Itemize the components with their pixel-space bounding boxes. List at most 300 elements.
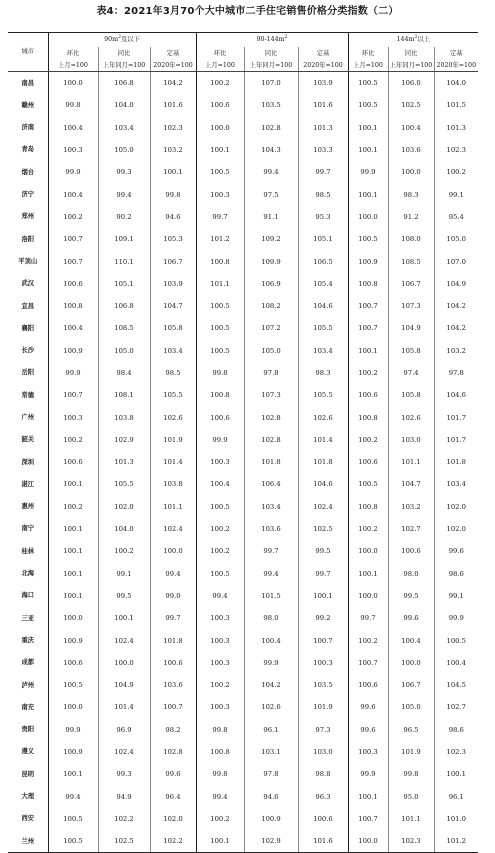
index-value: 100.0 (388, 652, 434, 674)
city-name: 广州 (21, 414, 35, 421)
index-value: 99.4 (48, 786, 98, 808)
index-value: 100.5 (348, 72, 388, 95)
index-value: 101.3 (298, 117, 348, 139)
index-value: 99.9 (48, 362, 98, 384)
index-value: 99.3 (98, 763, 150, 785)
index-value: 102.3 (388, 830, 434, 853)
index-value: 100.5 (196, 317, 244, 339)
index-value: 100.1 (150, 161, 196, 183)
index-value: 97.4 (388, 362, 434, 384)
index-value: 100.2 (434, 161, 478, 183)
index-value: 104.3 (244, 139, 298, 161)
index-value: 107.2 (244, 317, 298, 339)
index-value: 100.7 (48, 250, 98, 272)
index-value: 104.0 (98, 94, 150, 116)
city-name: 海口 (21, 592, 35, 600)
index-value: 102.4 (298, 496, 348, 518)
index-value: 98.6 (434, 719, 478, 741)
index-value: 100.2 (348, 518, 388, 540)
index-value: 100.2 (196, 72, 244, 95)
index-value: 103.5 (298, 674, 348, 696)
index-value: 99.9 (244, 652, 298, 674)
index-value: 100.8 (196, 384, 244, 406)
index-value: 101.9 (298, 696, 348, 718)
index-value: 100.9 (48, 629, 98, 651)
index-value: 101.1 (196, 273, 244, 295)
city-name: 襄阳 (21, 324, 35, 332)
index-value: 99.1 (98, 563, 150, 585)
index-value: 104.9 (98, 674, 150, 696)
index-value: 99.3 (98, 161, 150, 183)
city-name: 重庆 (21, 636, 35, 644)
index-value: 95.3 (298, 206, 348, 228)
index-value: 96.1 (244, 719, 298, 741)
table-row (8, 228, 478, 250)
subheader-yoy: 同比 (98, 47, 150, 60)
index-value: 103.6 (388, 139, 434, 161)
index-value: 105.1 (298, 228, 348, 250)
base-label-last-year: 上年同月=100 (388, 60, 434, 72)
index-value: 102.5 (298, 518, 348, 540)
index-value: 101.8 (434, 451, 478, 473)
index-value: 100.2 (98, 540, 150, 562)
index-value: 104.2 (150, 72, 196, 95)
index-value: 98.4 (98, 362, 150, 384)
index-value: 99.7 (196, 206, 244, 228)
table-row (8, 117, 478, 139)
index-value: 102.6 (388, 406, 434, 428)
index-value: 100.0 (348, 206, 388, 228)
index-value: 99.9 (48, 161, 98, 183)
index-value: 99.9 (348, 161, 388, 183)
index-value: 105.0 (98, 139, 150, 161)
index-value: 100.5 (48, 674, 98, 696)
table-row (8, 786, 478, 808)
index-value: 104.7 (150, 295, 196, 317)
index-value: 100.1 (434, 763, 478, 785)
index-value: 100.6 (348, 674, 388, 696)
index-value: 99.2 (298, 607, 348, 629)
index-value: 101.5 (244, 585, 298, 607)
index-value: 100.0 (98, 652, 150, 674)
index-value: 101.8 (298, 451, 348, 473)
city-name: 长沙 (21, 347, 35, 355)
index-value: 98.8 (298, 763, 348, 785)
city-name: 南充 (21, 703, 35, 711)
base-label-last-year: 上年同月=100 (98, 60, 150, 72)
index-value: 100.3 (48, 406, 98, 428)
index-value: 100.6 (348, 451, 388, 473)
city-name: 济宁 (21, 191, 35, 199)
index-value: 100.3 (298, 652, 348, 674)
index-value: 105.0 (98, 340, 150, 362)
table-row (8, 406, 478, 428)
subheader-yoy: 同比 (388, 47, 434, 60)
city-name: 泸州 (21, 681, 35, 689)
index-value: 100.6 (150, 652, 196, 674)
index-value: 102.6 (298, 406, 348, 428)
index-value: 104.6 (434, 384, 478, 406)
index-value: 105.1 (98, 273, 150, 295)
index-value: 100.5 (48, 808, 98, 830)
index-value: 102.9 (244, 830, 298, 853)
index-value: 100.1 (348, 139, 388, 161)
table-row (8, 540, 478, 562)
index-value: 108.2 (244, 295, 298, 317)
table-row (8, 451, 478, 473)
index-value: 98.2 (150, 719, 196, 741)
index-value: 100.5 (196, 340, 244, 362)
table-row (8, 719, 478, 741)
index-value: 105.4 (298, 273, 348, 295)
index-value: 103.6 (150, 674, 196, 696)
index-value: 99.7 (298, 161, 348, 183)
index-value: 99.9 (348, 763, 388, 785)
index-value: 99.8 (196, 763, 244, 785)
group-header-medium: $90-144m^2$ (196, 33, 348, 48)
index-value: 100.3 (196, 629, 244, 651)
table-row (8, 741, 478, 763)
index-value: 100.9 (48, 741, 98, 763)
index-value: 100.1 (48, 585, 98, 607)
index-value: 106.8 (98, 295, 150, 317)
subheader-mom: 环比 (196, 47, 244, 60)
index-value: 99.6 (434, 540, 478, 562)
table-row (8, 808, 478, 830)
index-value: 103.2 (434, 340, 478, 362)
index-value: 96.4 (150, 786, 196, 808)
index-value: 106.0 (388, 72, 434, 95)
index-value: 102.8 (244, 406, 298, 428)
index-value: 103.4 (244, 496, 298, 518)
index-value: 100.3 (196, 451, 244, 473)
table-row (8, 473, 478, 495)
index-value: 100.2 (196, 674, 244, 696)
index-value: 94.6 (150, 206, 196, 228)
index-value: 103.2 (150, 139, 196, 161)
index-value: 101.9 (388, 741, 434, 763)
group-header-small: $90m^2$及以下 (48, 33, 196, 48)
index-value: 104.2 (434, 295, 478, 317)
index-value: 100.9 (348, 250, 388, 272)
subheader-fixed-base: 定基 (150, 47, 196, 60)
index-value: 106.9 (244, 273, 298, 295)
index-value: 100.5 (196, 563, 244, 585)
index-value: 95.0 (388, 786, 434, 808)
index-value: 98.3 (298, 362, 348, 384)
index-value: 100.6 (298, 808, 348, 830)
index-value: 99.8 (48, 94, 98, 116)
index-value: 99.9 (434, 607, 478, 629)
index-value: 100.5 (196, 295, 244, 317)
group-header-large: $144m^2$以上 (348, 33, 478, 48)
index-value: 102.7 (434, 696, 478, 718)
index-value: 100.3 (196, 696, 244, 718)
index-value: 102.5 (98, 830, 150, 853)
index-value: 102.8 (244, 117, 298, 139)
index-value: 99.6 (388, 607, 434, 629)
city-name: 青岛 (21, 146, 35, 154)
index-value: 98.6 (434, 563, 478, 585)
index-value: 97.5 (244, 183, 298, 205)
table-row (8, 496, 478, 518)
table-row (8, 629, 478, 651)
index-value: 102.3 (434, 139, 478, 161)
index-value: 100.6 (348, 384, 388, 406)
index-value: 103.9 (150, 273, 196, 295)
index-value: 101.6 (150, 94, 196, 116)
index-value: 96.9 (98, 719, 150, 741)
index-value: 101.6 (298, 94, 348, 116)
index-value: 100.3 (348, 741, 388, 763)
index-value: 100.2 (196, 808, 244, 830)
base-label-2020: 2020年=100 (434, 60, 478, 72)
index-value: 99.7 (298, 563, 348, 585)
index-value: 105.8 (388, 340, 434, 362)
index-value: 100.4 (244, 629, 298, 651)
index-value: 100.7 (150, 696, 196, 718)
index-value: 100.5 (196, 496, 244, 518)
index-value: 100.2 (48, 429, 98, 451)
index-value: 100.0 (348, 830, 388, 853)
index-value: 99.9 (48, 719, 98, 741)
index-value: 100.6 (48, 451, 98, 473)
index-value: 105.5 (150, 384, 196, 406)
city-name: 遵义 (21, 748, 35, 756)
index-value: 101.9 (150, 429, 196, 451)
index-value: 101.1 (388, 808, 434, 830)
index-value: 101.7 (434, 406, 478, 428)
index-value: 96.5 (388, 719, 434, 741)
index-value: 99.6 (348, 719, 388, 741)
city-name: 烟台 (21, 168, 35, 176)
index-value: 107.3 (388, 295, 434, 317)
index-value: 108.5 (98, 317, 150, 339)
index-value: 98.5 (150, 362, 196, 384)
table-row (8, 429, 478, 451)
index-value: 101.4 (98, 696, 150, 718)
index-value: 97.8 (244, 763, 298, 785)
index-value: 103.8 (150, 473, 196, 495)
index-value: 100.7 (348, 808, 388, 830)
index-value: 105.8 (388, 384, 434, 406)
index-value: 91.1 (244, 206, 298, 228)
index-value: 102.4 (150, 518, 196, 540)
index-value: 100.7 (348, 652, 388, 674)
index-value: 108.0 (388, 228, 434, 250)
table-row (8, 295, 478, 317)
table-row (8, 94, 478, 116)
table-row (8, 696, 478, 718)
index-value: 99.8 (196, 719, 244, 741)
index-value: 100.4 (48, 183, 98, 205)
index-value: 100.0 (348, 585, 388, 607)
index-value: 101.8 (244, 451, 298, 473)
index-value: 101.7 (434, 429, 478, 451)
table-row (8, 384, 478, 406)
index-value: 106.4 (244, 473, 298, 495)
index-value: 104.0 (434, 72, 478, 95)
index-value: 99.5 (298, 540, 348, 562)
index-value: 103.6 (244, 518, 298, 540)
subheader-fixed-base: 定基 (434, 47, 478, 60)
index-value: 102.6 (244, 696, 298, 718)
index-value: 100.0 (48, 696, 98, 718)
index-value: 108.1 (98, 384, 150, 406)
index-value: 100.4 (48, 317, 98, 339)
index-value: 100.5 (196, 161, 244, 183)
index-value: 100.0 (196, 117, 244, 139)
index-value: 100.1 (98, 607, 150, 629)
city-name: 宜昌 (21, 302, 35, 310)
index-value: 99.4 (196, 585, 244, 607)
index-value: 105.5 (298, 384, 348, 406)
base-label-last-month: 上月=100 (348, 60, 388, 72)
index-value: 101.6 (298, 830, 348, 853)
city-name: 洛阳 (21, 235, 35, 243)
table-body (8, 72, 478, 853)
index-value: 97.8 (434, 362, 478, 384)
index-value: 103.0 (298, 741, 348, 763)
index-value: 100.1 (48, 540, 98, 562)
city-name: 郑州 (21, 213, 35, 221)
index-value: 100.5 (348, 228, 388, 250)
index-value: 104.5 (434, 674, 478, 696)
index-value: 100.0 (48, 72, 98, 95)
index-value: 104.2 (244, 674, 298, 696)
base-label-last-month: 上月=100 (48, 60, 98, 72)
index-value: 104.0 (98, 518, 150, 540)
index-value: 98.3 (388, 183, 434, 205)
city-name: 湛江 (21, 480, 35, 488)
index-value: 102.9 (98, 429, 150, 451)
index-value: 95.4 (434, 206, 478, 228)
index-value: 97.3 (298, 719, 348, 741)
index-value: 97.8 (244, 362, 298, 384)
index-value: 99.4 (244, 563, 298, 585)
index-value: 100.9 (244, 808, 298, 830)
index-value: 100.1 (298, 585, 348, 607)
index-value: 99.7 (244, 540, 298, 562)
index-value: 109.2 (244, 228, 298, 250)
index-value: 94.9 (98, 786, 150, 808)
index-value: 100.8 (48, 295, 98, 317)
index-value: 103.3 (298, 139, 348, 161)
index-value: 100.3 (196, 183, 244, 205)
index-value: 109.1 (98, 228, 150, 250)
index-value: 100.4 (434, 652, 478, 674)
index-value: 100.3 (196, 607, 244, 629)
index-value: 99.1 (434, 183, 478, 205)
index-value: 100.4 (388, 117, 434, 139)
city-name: 惠州 (21, 503, 35, 511)
index-value: 101.5 (434, 94, 478, 116)
base-label-2020: 2020年=100 (150, 60, 196, 72)
index-value: 94.6 (244, 786, 298, 808)
table-row (8, 362, 478, 384)
index-value: 99.4 (98, 183, 150, 205)
city-name: 赣州 (21, 101, 35, 109)
index-value: 100.4 (196, 473, 244, 495)
index-value: 100.8 (348, 273, 388, 295)
table-row (8, 183, 478, 205)
index-value: 102.5 (388, 94, 434, 116)
index-value: 106.7 (150, 250, 196, 272)
index-value: 102.8 (150, 741, 196, 763)
index-value: 101.4 (150, 451, 196, 473)
index-value: 100.0 (48, 607, 98, 629)
index-value: 102.0 (434, 518, 478, 540)
index-value: 105.0 (434, 228, 478, 250)
index-value: 102.7 (388, 518, 434, 540)
index-value: 100.8 (196, 741, 244, 763)
index-value: 99.7 (348, 607, 388, 629)
column-header-city: 城市 (8, 33, 48, 72)
index-value: 103.4 (98, 117, 150, 139)
city-name: 西安 (21, 815, 35, 823)
index-value: 105.3 (150, 228, 196, 250)
index-value: 101.1 (150, 496, 196, 518)
index-value: 100.5 (48, 830, 98, 853)
index-value: 99.4 (244, 161, 298, 183)
index-value: 103.8 (98, 406, 150, 428)
index-value: 100.7 (348, 295, 388, 317)
table-row (8, 830, 478, 853)
index-value: 101.2 (196, 228, 244, 250)
index-value: 107.0 (434, 250, 478, 272)
index-value: 100.2 (48, 206, 98, 228)
index-value: 100.7 (48, 228, 98, 250)
index-value: 100.7 (48, 384, 98, 406)
index-value: 100.2 (196, 518, 244, 540)
table-row (8, 273, 478, 295)
index-value: 110.1 (98, 250, 150, 272)
index-value: 101.0 (434, 808, 478, 830)
index-value: 100.1 (48, 473, 98, 495)
index-value: 103.4 (298, 340, 348, 362)
index-value: 104.9 (388, 317, 434, 339)
index-value: 101.2 (434, 830, 478, 853)
index-value: 100.2 (348, 362, 388, 384)
index-value: 103.2 (388, 496, 434, 518)
index-value: 100.1 (348, 183, 388, 205)
table-title: 表4：2021年3月70个大中城市二手住宅销售价格分类指数（二） (96, 6, 399, 17)
city-name: 兰州 (8, 830, 48, 853)
index-value: 105.5 (98, 473, 150, 495)
index-value: 100.3 (196, 652, 244, 674)
index-value: 102.2 (98, 808, 150, 830)
index-value: 100.2 (348, 629, 388, 651)
table-row (8, 607, 478, 629)
table-row (8, 585, 478, 607)
index-value: 100.6 (196, 406, 244, 428)
subheader-fixed-base: 定基 (298, 47, 348, 60)
index-value: 105.0 (388, 696, 434, 718)
index-value: 109.9 (244, 250, 298, 272)
index-value: 101.4 (298, 429, 348, 451)
index-value: 100.9 (48, 340, 98, 362)
table-row (8, 518, 478, 540)
city-name: 南昌 (21, 79, 35, 87)
subheader-yoy: 同比 (244, 47, 298, 60)
index-value: 105.5 (298, 317, 348, 339)
table-row (8, 317, 478, 339)
city-name: 昆明 (21, 770, 35, 778)
index-value: 100.1 (48, 518, 98, 540)
index-value: 103.1 (244, 741, 298, 763)
index-value: 103.4 (434, 473, 478, 495)
city-name: 大理 (21, 793, 35, 801)
